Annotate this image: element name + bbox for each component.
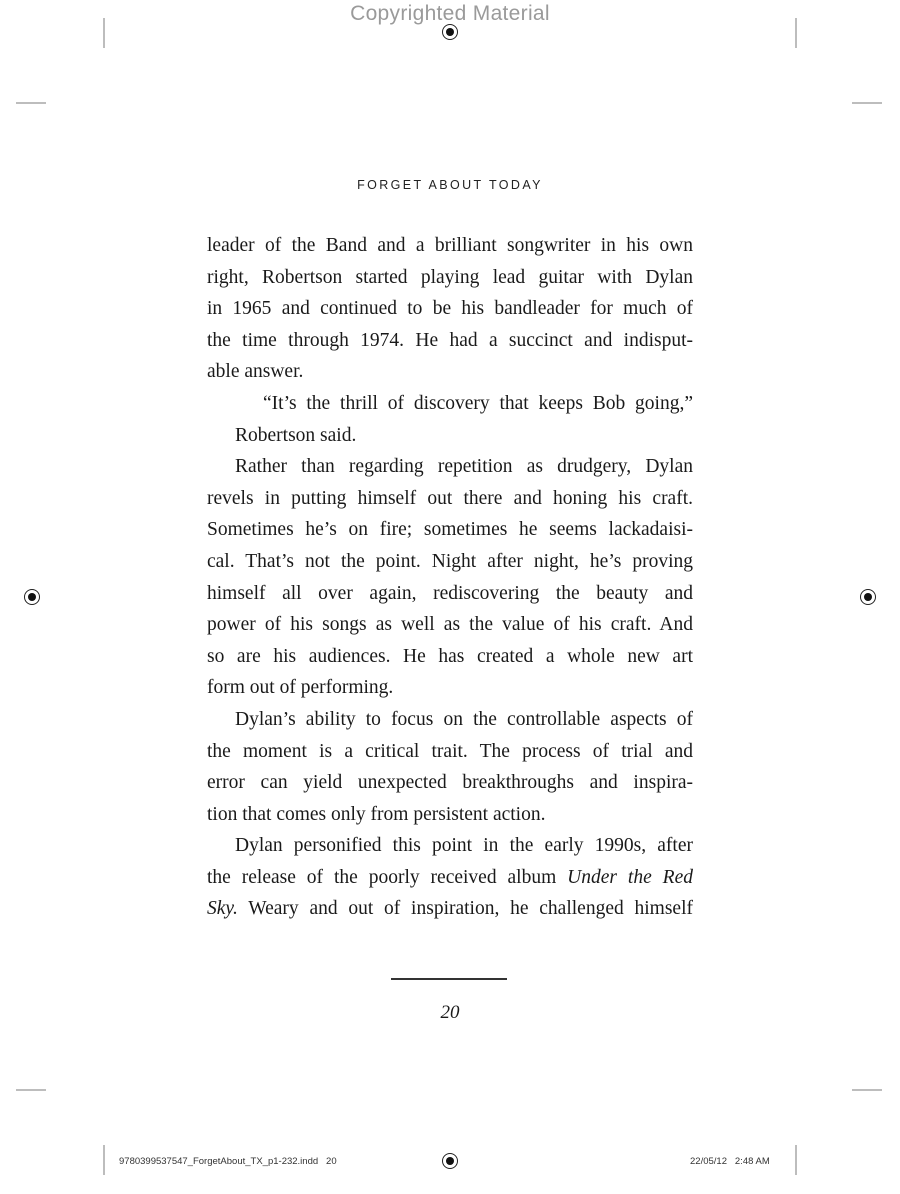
text-line: power of his songs as well as the value of his craft. And	[207, 614, 693, 636]
text-line: right, Robertson started playing lead guitar with Dylan	[207, 266, 693, 288]
text-line: Sometimes he’s on fire; sometimes he seems lackadaisi-	[207, 519, 693, 541]
text-line: able answer.	[207, 361, 304, 383]
text-line: revels in putting himself out there and honing his craft.	[207, 487, 693, 509]
footer-rule	[391, 978, 507, 980]
paragraph-4	[207, 704, 693, 830]
crop-mark-right-upper	[852, 102, 882, 104]
slug-filename: 9780399537547_ForgetAbout_TX_p1-232.indd 20	[119, 1156, 337, 1167]
registration-mark-left-icon	[24, 589, 40, 605]
text-line: “It’s the thrill of discovery that keeps Bob going,”	[263, 392, 693, 414]
text-line: form out of performing.	[207, 677, 394, 699]
text-line: so are his audiences. He has created a whole new art	[207, 645, 693, 667]
page-number: 20	[440, 1002, 460, 1023]
crop-mark-bottom-right	[795, 1145, 797, 1175]
text-line	[207, 893, 693, 925]
paragraph-1	[207, 230, 693, 388]
body-text	[207, 230, 693, 925]
crop-mark-left-lower	[16, 1089, 46, 1091]
paragraph-2	[207, 388, 693, 451]
text-line: error can yield unexpected breakthroughs and inspira-	[207, 772, 693, 794]
crop-mark-right-lower	[852, 1089, 882, 1091]
text-line: Rather than regarding repetition as drudgery, Dylan	[235, 456, 693, 478]
crop-mark-top-left	[103, 18, 105, 48]
text-line: the time through 1974. He had a succinct and indisput-	[207, 329, 693, 351]
registration-mark-bottom-icon	[442, 1153, 458, 1169]
text-segment: the release of the poorly received album	[207, 866, 568, 888]
crop-mark-top-right	[795, 18, 797, 48]
paragraph-3	[207, 451, 693, 704]
registration-mark-top-icon	[442, 24, 458, 40]
text-line	[207, 862, 693, 894]
text-line: cal. That’s not the point. Night after night, he’s proving	[207, 550, 693, 572]
text-line: Robertson said.	[235, 424, 357, 446]
text-line: Dylan personified this point in the early 1990s, after	[235, 835, 693, 857]
slug-timestamp: 22/05/12 2:48 AM	[690, 1156, 770, 1167]
text-line: leader of the Band and a brilliant songwriter in his own	[207, 235, 693, 256]
crop-mark-left-upper	[16, 102, 46, 104]
copyright-watermark: Copyrighted Material	[350, 2, 550, 25]
running-head: FORGET ABOUT TODAY	[357, 178, 543, 192]
text-segment: Weary and out of inspiration, he challenged himself	[237, 898, 693, 920]
crop-mark-bottom-left	[103, 1145, 105, 1175]
registration-mark-right-icon	[860, 589, 876, 605]
text-line: himself all over again, rediscovering the beauty and	[207, 582, 693, 604]
text-line: Dylan’s ability to focus on the controllable aspects of	[235, 708, 693, 730]
album-title: Under the Red	[567, 866, 693, 888]
text-line: the moment is a critical trait. The process of trial and	[207, 740, 693, 762]
text-line: in 1965 and continued to be his bandleader for much of	[207, 298, 693, 320]
text-line: tion that comes only from persistent action.	[207, 803, 546, 825]
paragraph-5	[207, 830, 693, 925]
album-title: Sky.	[207, 898, 238, 920]
